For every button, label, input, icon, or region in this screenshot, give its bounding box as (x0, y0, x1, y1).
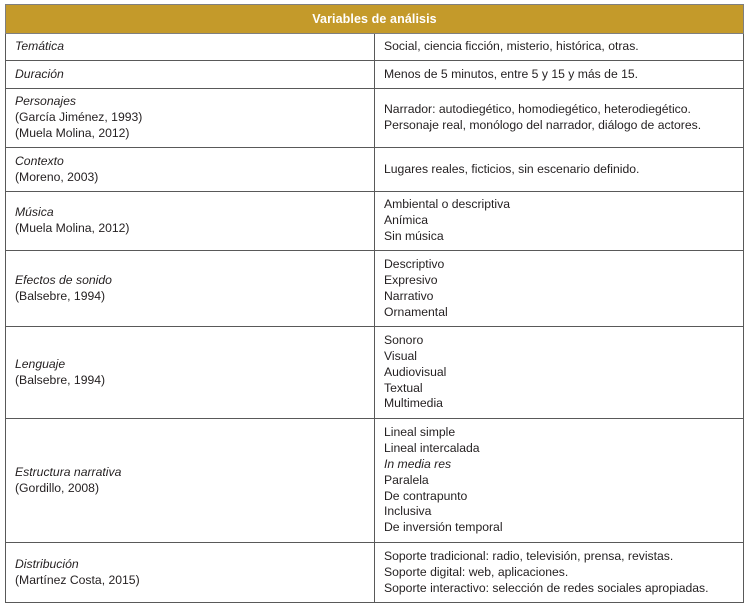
table-row (6, 148, 744, 191)
value-line: Menos de 5 minutos, entre 5 y 15 y más de 15. (384, 66, 639, 81)
value-line: Anímica (384, 213, 429, 228)
variable-name: Música (15, 205, 54, 220)
table-header (6, 5, 744, 34)
value-line: Inclusiva (384, 504, 432, 519)
values-cell (375, 543, 744, 603)
value-line: Visual (384, 348, 417, 363)
value-line: Ornamental (384, 304, 448, 319)
values-cell (375, 191, 744, 251)
table-body (6, 34, 744, 603)
variable-cell (6, 543, 375, 603)
values-cell (375, 327, 744, 419)
table-title: Variables de análisis (6, 5, 744, 34)
value-line: De contrapunto (384, 488, 468, 503)
values-cell (375, 419, 744, 543)
value-line: Textual (384, 380, 423, 395)
value-line: Soporte interactivo: selección de redes sociales apropiadas. (384, 580, 709, 595)
variable-cell (6, 148, 375, 191)
value-line: Audiovisual (384, 364, 447, 379)
variable-cell (6, 327, 375, 419)
values-cell (375, 61, 744, 88)
values-cell (375, 251, 744, 327)
variable-name: Personajes (15, 94, 76, 109)
value-line: Lugares reales, ficticios, sin escenario definido. (384, 161, 640, 176)
variable-cell (6, 34, 375, 61)
value-line: Sin música (384, 229, 444, 243)
variable-name: Contexto (15, 153, 64, 168)
value-line: Soporte digital: web, aplicaciones. (384, 564, 569, 579)
value-line: Multimedia (384, 396, 443, 411)
variable-cell (6, 419, 375, 543)
variable-citation: (Balsebre, 1994) (15, 288, 106, 303)
variable-cell (6, 88, 375, 148)
value-line: De inversión temporal (384, 520, 503, 535)
table-row (6, 88, 744, 148)
table-header-row (6, 5, 744, 34)
variable-name: Temática (15, 39, 64, 54)
variable-citation: (García Jiménez, 1993) (15, 110, 143, 125)
variable-citation: (Moreno, 2003) (15, 169, 99, 184)
table-row (6, 327, 744, 419)
table-row (6, 543, 744, 603)
value-line: Ambiental o descriptiva (384, 197, 510, 212)
analysis-variables-table (5, 4, 744, 603)
value-line: Lineal intercalada (384, 441, 480, 456)
value-line: In media res (384, 456, 452, 471)
variable-cell (6, 251, 375, 327)
variable-citation: (Balsebre, 1994) (15, 372, 106, 387)
value-line: Narrativo (384, 288, 434, 303)
variable-name: Efectos de sonido (15, 272, 112, 287)
table-row (6, 251, 744, 327)
value-line: Sonoro (384, 332, 424, 347)
value-line: Lineal simple (384, 425, 456, 440)
variable-name: Distribución (15, 556, 79, 571)
variable-name: Duración (15, 66, 64, 81)
variable-name: Lenguaje (15, 356, 66, 371)
values-cell (375, 148, 744, 191)
values-cell (375, 88, 744, 148)
value-line: Descriptivo (384, 257, 445, 272)
values-cell (375, 34, 744, 61)
value-line: Narrador: autodiegético, homodiegético, heterodiegético. (384, 102, 691, 117)
variable-citation: (Martínez Costa, 2015) (15, 572, 140, 587)
variable-cell (6, 191, 375, 251)
variable-name: Estructura narrativa (15, 464, 122, 479)
value-line: Paralela (384, 472, 429, 487)
table-row (6, 34, 744, 61)
variable-citation: (Gordillo, 2008) (15, 480, 99, 495)
variable-citation: (Muela Molina, 2012) (15, 125, 130, 140)
value-line: Social, ciencia ficción, misterio, histórica, otras. (384, 39, 639, 54)
value-line: Personaje real, monólogo del narrador, diálogo de actores. (384, 117, 702, 132)
table-row (6, 419, 744, 543)
variable-citation: (Muela Molina, 2012) (15, 221, 130, 236)
variable-cell (6, 61, 375, 88)
table-row (6, 61, 744, 88)
table-row (6, 191, 744, 251)
value-line: Expresivo (384, 272, 438, 287)
value-line: Soporte tradicional: radio, televisión, prensa, revistas. (384, 548, 674, 563)
